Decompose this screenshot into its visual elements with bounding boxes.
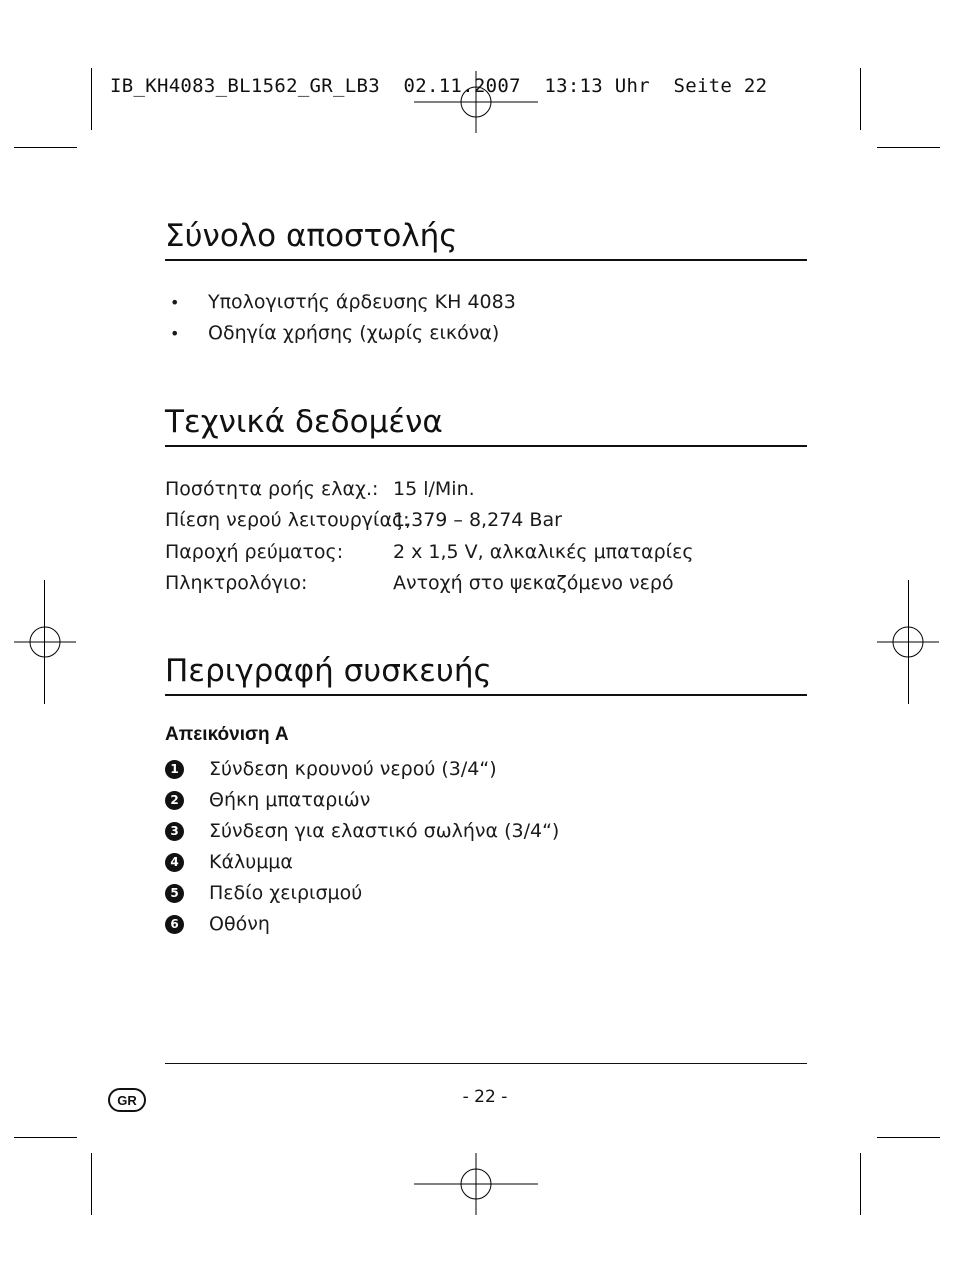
- list-item: [165, 910, 270, 938]
- number-badge: 1: [165, 760, 184, 779]
- list-item: [165, 319, 499, 347]
- list-item-text: Σύνδεση κρουνού νερού (3/4“): [209, 758, 497, 780]
- number-badge: 6: [165, 915, 184, 934]
- spec-value: 1,379 – 8,274 Bar: [393, 509, 562, 531]
- bullet-icon: •: [170, 323, 180, 343]
- heading-rule: [165, 445, 807, 447]
- list-item-text: Σύνδεση για ελαστικό σωλήνα (3/4“): [209, 820, 560, 842]
- spec-row: [165, 538, 694, 566]
- list-item-text: Θήκη μπαταριών: [209, 789, 371, 811]
- heading-specs: Τεχνικά δεδομένα: [165, 404, 443, 440]
- list-item: [165, 786, 370, 814]
- list-item: [165, 288, 516, 316]
- list-item: [165, 755, 497, 783]
- bullet-icon: •: [170, 292, 180, 312]
- number-badge: 4: [165, 853, 184, 872]
- footer-rule: [165, 1063, 807, 1064]
- spec-label: Πίεση νερού λειτουργίας:: [165, 509, 410, 531]
- spec-value: Αντοχή στο ψεκαζόμενο νερό: [393, 572, 674, 594]
- language-badge: GR: [108, 1088, 146, 1112]
- spec-label: Πληκτρολόγιο:: [165, 572, 308, 594]
- list-item: [165, 848, 293, 876]
- list-item-text: Υπολογιστής άρδευσης KH 4083: [208, 291, 516, 313]
- spec-label: Παροχή ρεύματος:: [165, 541, 344, 563]
- registration-mark-left: [14, 626, 76, 658]
- number-badge: 5: [165, 884, 184, 903]
- registration-mark-right: [877, 626, 939, 658]
- list-item: [165, 879, 362, 907]
- spec-value: 15 l/Min.: [393, 478, 475, 500]
- heading-contents: Σύνολο αποστολής: [165, 218, 458, 254]
- registration-mark-bottom: [414, 1153, 538, 1215]
- page-number: - 22 -: [462, 1087, 508, 1107]
- spec-row: [165, 569, 674, 597]
- list-item: [165, 817, 559, 845]
- heading-description: Περιγραφή συσκευής: [165, 653, 492, 689]
- spec-label: Ποσότητα ροής ελαχ.:: [165, 478, 379, 500]
- heading-rule: [165, 694, 807, 696]
- spec-value: 2 x 1,5 V, αλκαλικές μπαταρίες: [393, 541, 694, 563]
- number-badge: 3: [165, 822, 184, 841]
- list-item-text: Οθόνη: [209, 913, 270, 935]
- spec-row: [165, 475, 475, 503]
- spec-row: [165, 506, 562, 534]
- heading-rule: [165, 259, 807, 261]
- list-item-text: Οδηγία χρήσης (χωρίς εικόνα): [208, 322, 500, 344]
- number-badge: 2: [165, 791, 184, 810]
- list-item-text: Κάλυμμα: [209, 851, 293, 873]
- list-item-text: Πεδίο χειρισμού: [209, 882, 363, 904]
- figure-subheading: Απεικόνιση A: [165, 724, 289, 745]
- print-slug: IB_KH4083_BL1562_GR_LB3 02.11.2007 13:13 Uhr Seite 22: [110, 75, 768, 97]
